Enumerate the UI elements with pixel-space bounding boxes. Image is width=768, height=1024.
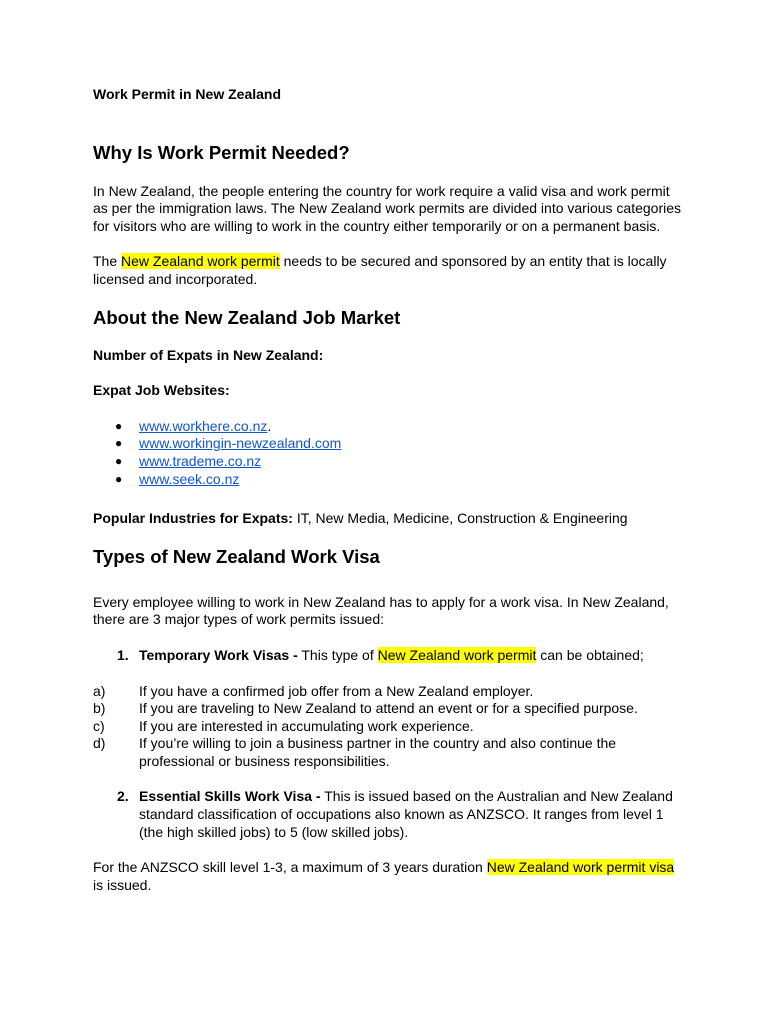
item-number: 2.: [117, 788, 129, 805]
text-segment: can be obtained;: [536, 646, 644, 663]
paragraph-visa-intro: Every employee willing to work in New Zealand has to apply for a work visa. In New Zealand, there are 3 major types of work permits issued:: [93, 593, 669, 628]
text-segment: needs to be secured and sponsored by an entity that is locally licensed and incorporated.: [93, 253, 667, 287]
item-title: Essential Skills Work Visa -: [139, 788, 321, 805]
list-item: [93, 435, 683, 453]
highlighted-text: New Zealand work permit: [377, 646, 537, 663]
heading-why-permit: Why Is Work Permit Needed?: [93, 141, 350, 163]
paragraph-anzsco-duration: [93, 859, 683, 894]
heading-job-market: About the New Zealand Job Market: [93, 306, 401, 328]
link-seek[interactable]: www.seek.co.nz: [139, 470, 240, 487]
paragraph-popular-industries: [93, 510, 683, 528]
link-trademe[interactable]: www.trademe.co.nz: [139, 452, 262, 469]
text-segment: For the ANZSCO skill level 1-3, a maximum of 3 years duration: [93, 859, 487, 876]
text-segment: This type of: [297, 646, 378, 663]
label-popular-industries: Popular Industries for Expats:: [93, 510, 293, 527]
link-trail: .: [267, 417, 272, 434]
item-letter: d): [93, 735, 106, 752]
list-item: [93, 418, 683, 436]
label-number-of-expats: Number of Expats in New Zealand:: [93, 346, 324, 363]
link-workhere[interactable]: www.workhere.co.nz: [139, 417, 268, 434]
list-item: [93, 683, 683, 701]
paragraph-sponsorship: [93, 253, 683, 288]
list-item: [93, 718, 683, 736]
list-item: [93, 735, 683, 770]
text-segment: The: [93, 253, 122, 270]
item-letter: a): [93, 682, 106, 699]
text-segment: This is issued based on the Australian and New Zealand standard classification of occupations also known as ANZSCO. It ranges from level 1 (the high skilled jobs) to 5 (low skilled jobs).: [139, 788, 673, 840]
highlighted-text: New Zealand work permit: [121, 253, 280, 270]
numbered-item-temporary: [93, 647, 683, 665]
list-item: [93, 471, 683, 489]
job-website-list: [93, 418, 683, 488]
document-body: [93, 86, 683, 894]
lettered-list: [93, 683, 683, 771]
item-text: If you are interested in accumulating work experience.: [139, 717, 474, 734]
heading-visa-types: Types of New Zealand Work Visa: [93, 545, 380, 567]
link-workingin-newzealand[interactable]: www.workingin-newzealand.com: [139, 435, 342, 452]
item-number: 1.: [117, 646, 129, 663]
document-title: Work Permit in New Zealand: [93, 86, 282, 102]
list-item: [93, 453, 683, 471]
item-text: If you’re willing to join a business partner in the country and also continue the professional or business responsibilities.: [139, 735, 617, 769]
item-text: If you are traveling to New Zealand to attend an event or for a specified purpose.: [139, 700, 638, 717]
item-letter: c): [93, 717, 105, 734]
item-title: Temporary Work Visas -: [139, 646, 298, 663]
item-letter: b): [93, 700, 106, 717]
list-item: [93, 700, 683, 718]
item-text: If you have a confirmed job offer from a New Zealand employer.: [139, 682, 534, 699]
text-segment: is issued.: [93, 876, 152, 893]
highlighted-text: New Zealand work permit visa: [486, 859, 675, 876]
numbered-item-essential-skills: [93, 788, 683, 841]
label-job-websites: Expat Job Websites:: [93, 382, 230, 399]
industries-value: IT, New Media, Medicine, Construction & Engineering: [292, 510, 628, 527]
paragraph-why-permit: In New Zealand, the people entering the country for work require a valid visa and work permit as per the immigration laws. The New Zealand work permits are divided into various categories for visitors who are willing to work in the country either temporarily or on a permanent basis.: [93, 182, 682, 234]
